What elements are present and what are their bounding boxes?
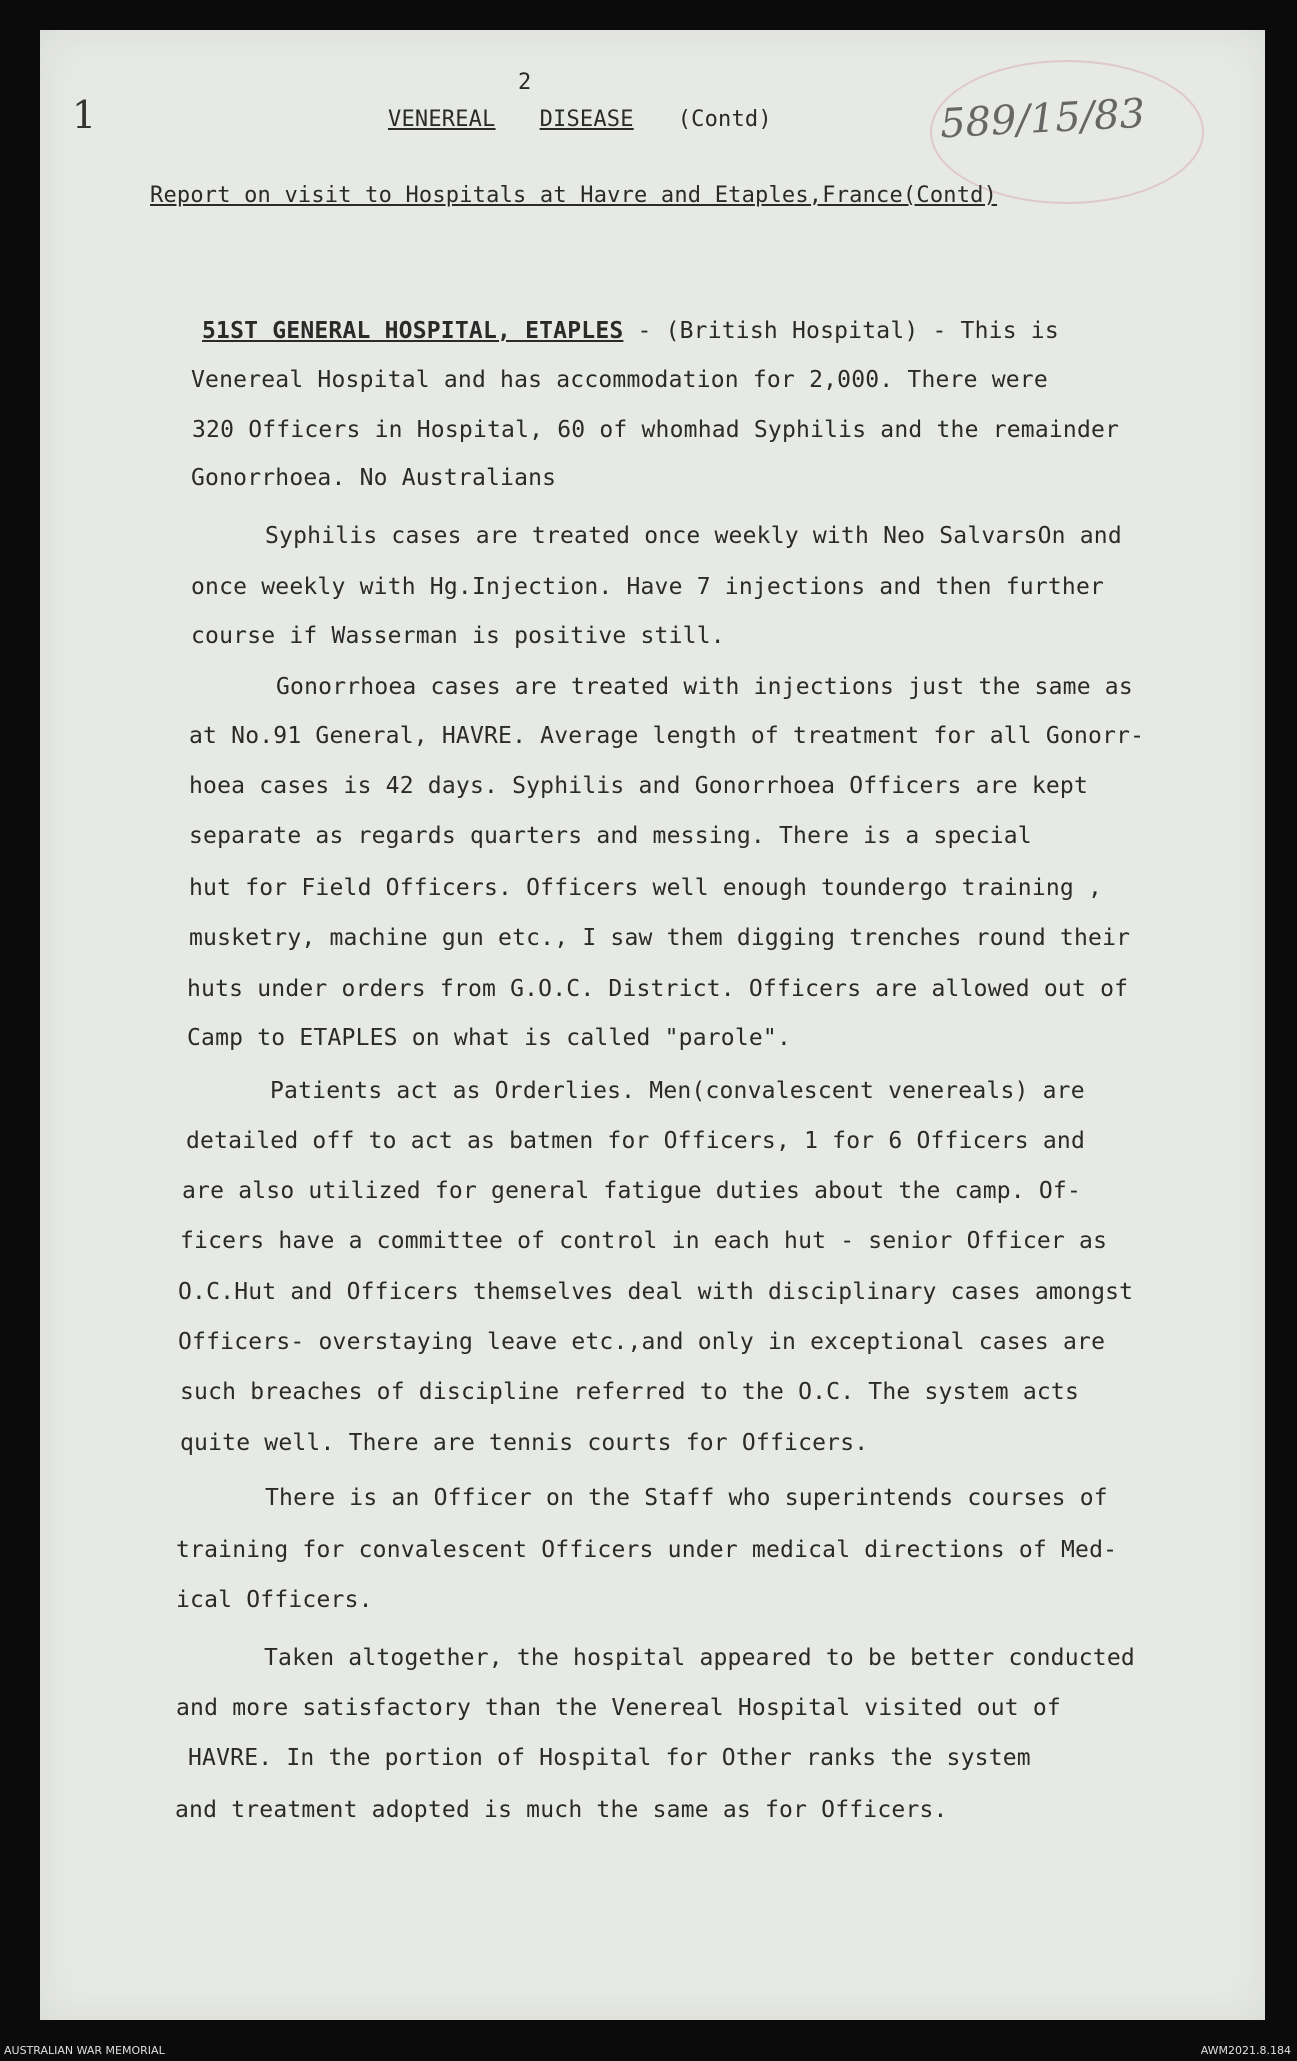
page-number: 2 (518, 70, 532, 95)
body-line: hoea cases is 42 days. Syphilis and Gonorrhoea Officers are kept (189, 773, 1089, 799)
body-line: course if Wasserman is positive still. (191, 623, 725, 649)
body-line: Patients act as Orderlies. Men(convalescent venereals) are (270, 1078, 1085, 1104)
body-line: training for convalescent Officers under medical directions of Med- (176, 1537, 1118, 1563)
reference-number: 589/15/83 (938, 90, 1147, 148)
body-line: ficers have a committee of control in each hut - senior Officer as (180, 1228, 1108, 1254)
footer-catalogue-id: AWM2021.8.184 (1200, 2044, 1291, 2057)
footer-institution: AUSTRALIAN WAR MEMORIAL (4, 2044, 165, 2057)
body-line: at No.91 General, HAVRE. Average length of treatment for all Gonorr- (189, 723, 1145, 749)
body-line: such breaches of discipline referred to the O.C. The system acts (180, 1379, 1080, 1405)
heading-part-3: (Contd) (677, 107, 772, 132)
body-line: Syphilis cases are treated once weekly with Neo SalvarsOn and (265, 523, 1122, 549)
body-line: 320 Officers in Hospital, 60 of whomhad Syphilis and the remainder (192, 417, 1120, 443)
body-line: quite well. There are tennis courts for Officers. (180, 1430, 869, 1456)
body-line: detailed off to act as batmen for Officers, 1 for 6 Officers and (186, 1128, 1086, 1154)
body-line: Gonorrhoea cases are treated with injections just the same as (276, 674, 1133, 700)
body-line: huts under orders from G.O.C. District. Officers are allowed out of (187, 976, 1129, 1002)
hospital-title-rest: - (British Hospital) - This is (623, 318, 1059, 344)
body-line: There is an Officer on the Staff who superintends courses of (265, 1485, 1108, 1511)
body-line: ical Officers. (176, 1587, 373, 1613)
body-line: Gonorrhoea. No Australians (191, 465, 557, 491)
body-line: musketry, machine gun etc., I saw them digging trenches round their (189, 925, 1131, 951)
body-line: separate as regards quarters and messing. There is a special (189, 823, 1032, 849)
body-line: hut for Field Officers. Officers well enough toundergo training , (189, 875, 1103, 901)
body-line: and more satisfactory than the Venereal Hospital visited out of (176, 1695, 1061, 1721)
margin-mark: 1 (72, 93, 97, 137)
report-subheading: Report on visit to Hospitals at Havre and Etaples,France(Contd) (150, 183, 998, 208)
hospital-title: 51ST GENERAL HOSPITAL, ETAPLES (202, 318, 624, 344)
body-line: are also utilized for general fatigue duties about the camp. Of- (182, 1178, 1082, 1204)
body-line: O.C.Hut and Officers themselves deal with disciplinary cases amongst (178, 1279, 1134, 1305)
body-line: Camp to ETAPLES on what is called "parole". (187, 1025, 792, 1051)
document-heading (388, 107, 772, 132)
body-line: once weekly with Hg.Injection. Have 7 injections and then further (191, 574, 1105, 600)
body-line: Taken altogether, the hospital appeared to be better conducted (264, 1645, 1135, 1671)
body-line: Officers- overstaying leave etc.,and only in exceptional cases are (178, 1329, 1106, 1355)
heading-part-2: DISEASE (539, 107, 634, 132)
heading-part-1: VENEREAL (388, 107, 496, 132)
body-line (202, 318, 1059, 344)
body-line: HAVRE. In the portion of Hospital for Other ranks the system (188, 1745, 1031, 1771)
body-line: and treatment adopted is much the same as for Officers. (175, 1797, 948, 1823)
body-line: Venereal Hospital and has accommodation for 2,000. There were (191, 367, 1048, 393)
